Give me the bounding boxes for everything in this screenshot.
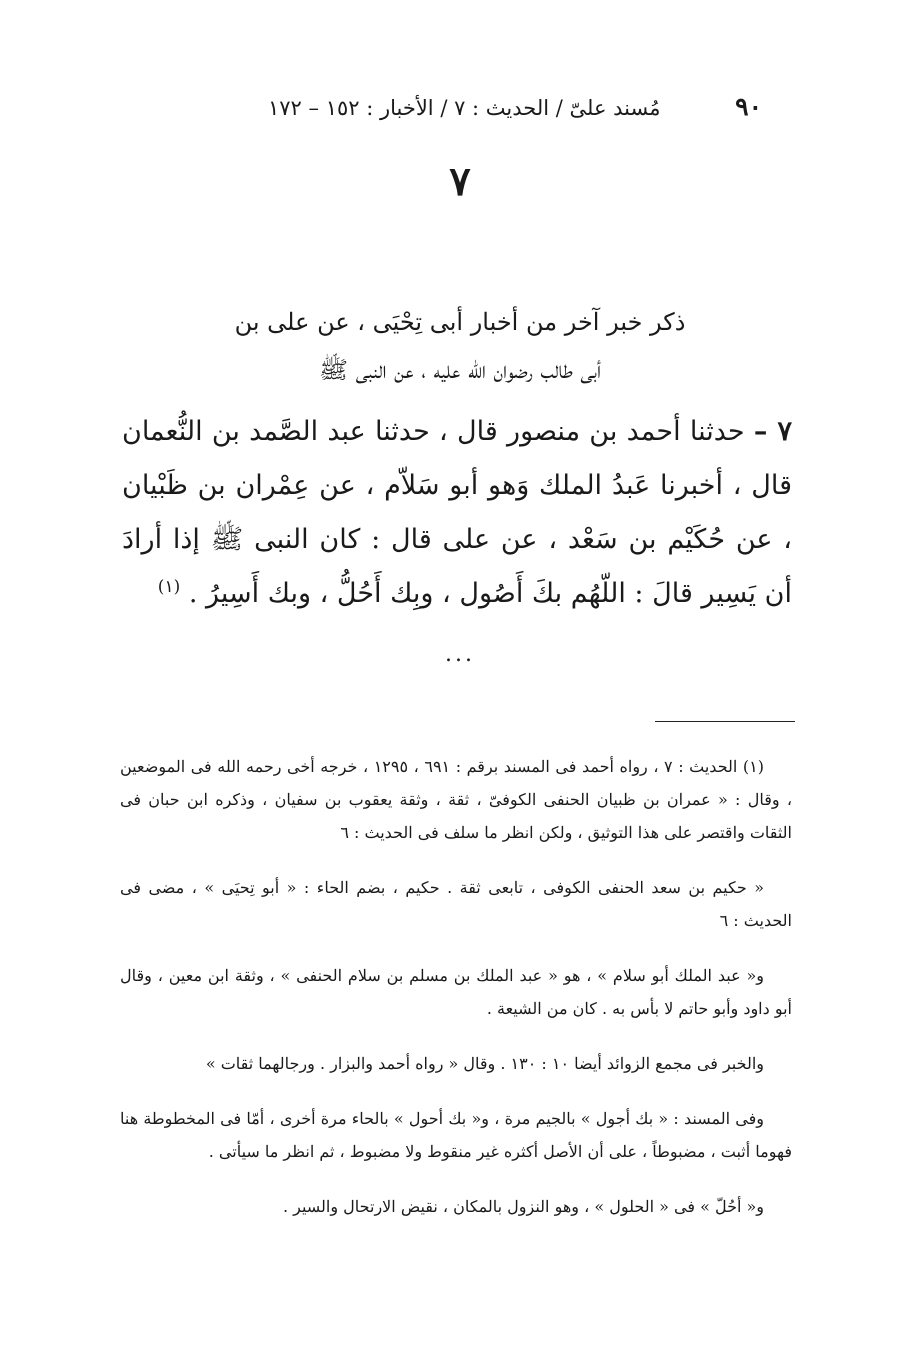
chapter-title-line: أبى طالب رضوان الله عليه ، عن النبى ﷺ [318,356,602,384]
footnote-divider [655,721,795,722]
running-head: مُسند علىّ / الحديث : ٧ / الأخبار : ١٥٢ – ١٧٢ [268,96,661,120]
footnote-paragraph: (١) الحديث : ٧ ، رواه أحمد فى المسند برقم : ٦٩١ ، ١٢٩٥ ، خرجه أخى رحمه الله فى الموضعين ، وقال : « عمران بن ظبيان الحنفى الكوفىّ ، ثقة ، وثقة يعقوب بن سفيان ، وذكره ابن حبان فى الثقات واقتصر على هذا التوثيق ، ولكن انظر ما سلف فى الحديث : ٦ [120,757,792,842]
page-number: ٩٠ [735,92,762,121]
chapter-number: ٧ [449,158,471,205]
chapter-title [0,298,920,394]
hadith-text: حدثنا أحمد بن منصور قال ، حدثنا عبد الصَّمد بن النُّعمان قال ، أخبرنا عَبدُ الملك وَهو أبو سَلاّم ، عن عِمْران بن ظَبْيان ، عن حُكَيْم بن سَعْد ، عن على قال : كان النبى ﷺ إذا أرادَ أن يَسِير قالَ : اللّهُم بكَ أَصُول ، وبِك أَحُلُّ ، وبك أَسِيرُ . [122,416,792,609]
hadith-text-block [122,405,792,621]
footnote-paragraph: وفى المسند : « بك أجول » بالجيم مرة ، و« بك أحول » بالحاء مرة أخرى ، أمّا فى المخطوطة هنا فهوما أثبت ، مضبوطاً ، على أن الأصل أكثره غير منقوط ولا مضبوط ، ثم انظر ما سيأتى . [120,1109,792,1161]
footnote-marker: (١) [157,577,181,597]
page-header [0,92,920,132]
footnotes [120,750,792,1245]
section-separator: ... [445,642,475,667]
footnote-paragraph: و« عبد الملك أبو سلام » ، هو « عبد الملك بن مسلم بن سلام الحنفى » ، وثقة ابن معين ، وقال أبو داود وأبو حاتم لا بأس به . كان من الشيعة . [120,966,792,1018]
footnote-paragraph: و« أحُلّ » فى « الحلول » ، وهو النزول بالمكان ، نقيض الارتحال والسير . [282,1197,764,1216]
hadith-number: ٧ – [753,416,792,447]
footnote-paragraph: والخبر فى مجمع الزوائد أيضا ١٠ : ١٣٠ . وقال « رواه أحمد والبزار . ورجالهما ثقات » [205,1054,764,1073]
footnote-paragraph: « حكيم بن سعد الحنفى الكوفى ، تابعى ثقة . حكيم ، بضم الحاء : « أبو تِحيَى » ، مضى فى الحديث : ٦ [120,878,792,930]
chapter-title-line: ذكر خبر آخر من أخبار أبى تِحْيَى ، عن على بن [234,308,686,336]
